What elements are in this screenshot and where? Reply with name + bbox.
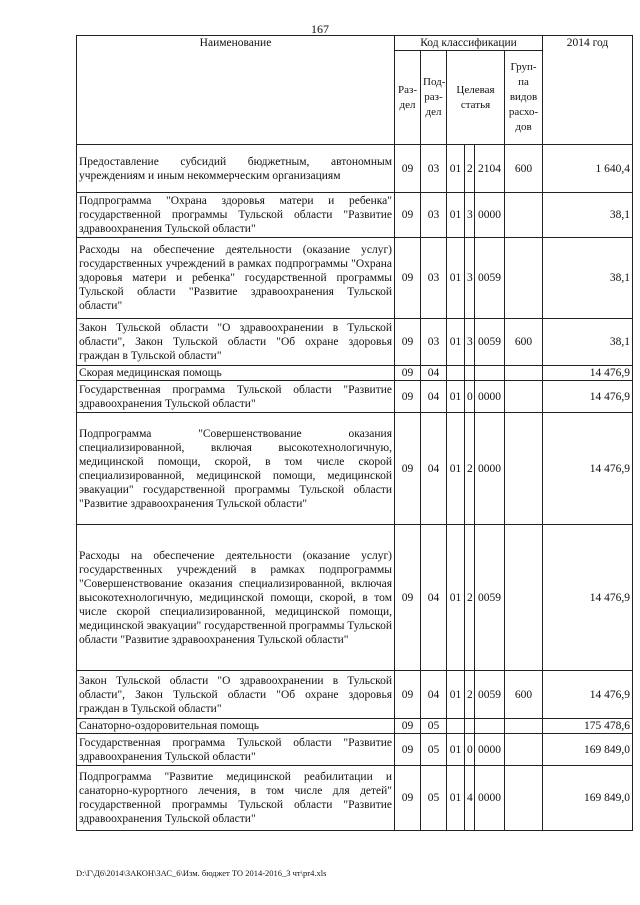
row-expense-group: 600 (505, 145, 543, 193)
row-expense-group (505, 193, 543, 238)
row-amount: 14 476,9 (543, 381, 633, 413)
row-section: 09 (395, 193, 421, 238)
row-subsection: 05 (421, 766, 447, 831)
row-target-subprogram: 0 (465, 734, 475, 766)
row-subsection: 04 (421, 671, 447, 719)
row-section: 09 (395, 734, 421, 766)
row-target-program: 01 (447, 238, 465, 319)
header-subsection: Под-раз-дел (421, 51, 447, 145)
row-subsection: 04 (421, 413, 447, 525)
row-target-code: 0000 (475, 193, 505, 238)
table-row (77, 671, 633, 719)
table-row (77, 766, 633, 831)
table-row (77, 193, 633, 238)
row-name: Предоставление субсидий бюджетным, автономным учреждениям и иным некоммерческим организациям (77, 145, 395, 193)
row-name: Закон Тульской области "О здравоохранении в Тульской области", Закон Тульской области "Об охране здоровья граждан в Тульской области" (77, 319, 395, 366)
row-expense-group (505, 413, 543, 525)
row-expense-group (505, 766, 543, 831)
row-section: 09 (395, 671, 421, 719)
row-target-subprogram: 2 (465, 413, 475, 525)
row-target-subprogram (465, 719, 475, 734)
row-target-program: 01 (447, 319, 465, 366)
table-row (77, 734, 633, 766)
row-target-subprogram: 0 (465, 381, 475, 413)
row-target-subprogram: 2 (465, 145, 475, 193)
row-expense-group (505, 381, 543, 413)
table-row (77, 381, 633, 413)
table-row (77, 525, 633, 671)
row-amount: 14 476,9 (543, 671, 633, 719)
row-subsection: 04 (421, 381, 447, 413)
row-amount: 14 476,9 (543, 366, 633, 381)
budget-table (76, 35, 633, 831)
header-classification: Код классификации (395, 36, 543, 51)
row-target-code (475, 366, 505, 381)
row-subsection: 04 (421, 525, 447, 671)
page-number: 167 (311, 22, 329, 36)
row-name: Скорая медицинская помощь (77, 366, 395, 381)
row-amount: 169 849,0 (543, 734, 633, 766)
row-amount: 38,1 (543, 238, 633, 319)
row-name: Расходы на обеспечение деятельности (оказание услуг) государственных учреждений в рамках подпрограммы "Охрана здоровья матери и ребенка" государственной программы Тульской области "Развитие здравоохранения Тульской области" (77, 238, 395, 319)
row-target-program: 01 (447, 381, 465, 413)
row-target-code: 0059 (475, 319, 505, 366)
row-target-program: 01 (447, 525, 465, 671)
row-target-code: 0000 (475, 413, 505, 525)
row-subsection: 05 (421, 734, 447, 766)
row-amount: 169 849,0 (543, 766, 633, 831)
row-amount: 14 476,9 (543, 525, 633, 671)
row-expense-group (505, 734, 543, 766)
row-subsection: 05 (421, 719, 447, 734)
row-section: 09 (395, 719, 421, 734)
row-target-code: 0000 (475, 766, 505, 831)
row-subsection: 03 (421, 193, 447, 238)
header-target: Целевая статья (447, 51, 505, 145)
row-name: Государственная программа Тульской области "Развитие здравоохранения Тульской области" (77, 381, 395, 413)
row-section: 09 (395, 413, 421, 525)
row-name: Санаторно-оздоровительная помощь (77, 719, 395, 734)
row-target-subprogram: 3 (465, 193, 475, 238)
row-expense-group (505, 238, 543, 319)
row-target-code: 0000 (475, 381, 505, 413)
row-section: 09 (395, 319, 421, 366)
row-target-subprogram: 2 (465, 525, 475, 671)
header-year: 2014 год (543, 36, 633, 145)
row-amount: 38,1 (543, 193, 633, 238)
row-target-code: 2104 (475, 145, 505, 193)
row-target-subprogram: 3 (465, 319, 475, 366)
row-amount: 175 478,6 (543, 719, 633, 734)
header-group: Груп-па видов расхо-дов (505, 51, 543, 145)
header-name: Наименование (77, 36, 395, 145)
row-expense-group (505, 719, 543, 734)
row-target-code: 0059 (475, 238, 505, 319)
row-target-code: 0059 (475, 525, 505, 671)
row-name: Подпрограмма "Совершенствование оказания специализированной, включая высокотехнологичную, медицинской помощи, скорой, в том числе скорой специализированной, медицинской помощи, медицинской эвакуации" государственной программы Тульской области "Развитие здравоохранения Тульской области" (77, 413, 395, 525)
row-expense-group (505, 525, 543, 671)
row-target-subprogram (465, 366, 475, 381)
row-section: 09 (395, 238, 421, 319)
row-target-code: 0000 (475, 734, 505, 766)
row-amount: 38,1 (543, 319, 633, 366)
row-section: 09 (395, 766, 421, 831)
row-target-program: 01 (447, 193, 465, 238)
table-row (77, 145, 633, 193)
row-subsection: 03 (421, 145, 447, 193)
row-target-code (475, 719, 505, 734)
table-row (77, 413, 633, 525)
table-row (77, 366, 633, 381)
table-row (77, 319, 633, 366)
row-target-subprogram: 4 (465, 766, 475, 831)
row-name: Закон Тульской области "О здравоохранении в Тульской области", Закон Тульской области "Об охране здоровья граждан в Тульской области" (77, 671, 395, 719)
row-subsection: 03 (421, 319, 447, 366)
row-name: Подпрограмма "Развитие медицинской реабилитации и санаторно-курортного лечения, в том числе для детей" государственной программы Тульской области "Развитие здравоохранения Тульской области" (77, 766, 395, 831)
table-body (77, 145, 633, 831)
row-amount: 1 640,4 (543, 145, 633, 193)
table-row (77, 719, 633, 734)
row-target-program (447, 719, 465, 734)
row-target-subprogram: 2 (465, 671, 475, 719)
row-name: Подпрограмма "Охрана здоровья матери и ребенка" государственной программы Тульской области "Развитие здравоохранения Тульской области" (77, 193, 395, 238)
row-target-code: 0059 (475, 671, 505, 719)
row-target-program: 01 (447, 766, 465, 831)
row-subsection: 04 (421, 366, 447, 381)
row-target-program: 01 (447, 671, 465, 719)
table-row (77, 238, 633, 319)
row-section: 09 (395, 366, 421, 381)
row-target-program: 01 (447, 413, 465, 525)
file-path: D:\Г\Д6\2014\ЗАКОН\ЗАС_6\Изм. бюджет ТО 2014-2016_3 чт\pr4.xls (76, 868, 327, 878)
row-section: 09 (395, 525, 421, 671)
row-amount: 14 476,9 (543, 413, 633, 525)
row-expense-group (505, 366, 543, 381)
row-target-subprogram: 3 (465, 238, 475, 319)
row-section: 09 (395, 381, 421, 413)
row-target-program: 01 (447, 734, 465, 766)
row-name: Расходы на обеспечение деятельности (оказание услуг) государственных учреждений в рамках подпрограммы "Совершенствование оказания специализированной, включая высокотехнологичную, медицинской помощи, скорой, в том числе скорой специализированной, медицинской помощи, медицинской эвакуации" государственной программы Тульской области "Развитие здравоохранения Тульской области" (77, 525, 395, 671)
row-name: Государственная программа Тульской области "Развитие здравоохранения Тульской области" (77, 734, 395, 766)
row-target-program (447, 366, 465, 381)
row-target-program: 01 (447, 145, 465, 193)
row-subsection: 03 (421, 238, 447, 319)
row-expense-group: 600 (505, 671, 543, 719)
row-expense-group: 600 (505, 319, 543, 366)
row-section: 09 (395, 145, 421, 193)
header-section: Раз-дел (395, 51, 421, 145)
